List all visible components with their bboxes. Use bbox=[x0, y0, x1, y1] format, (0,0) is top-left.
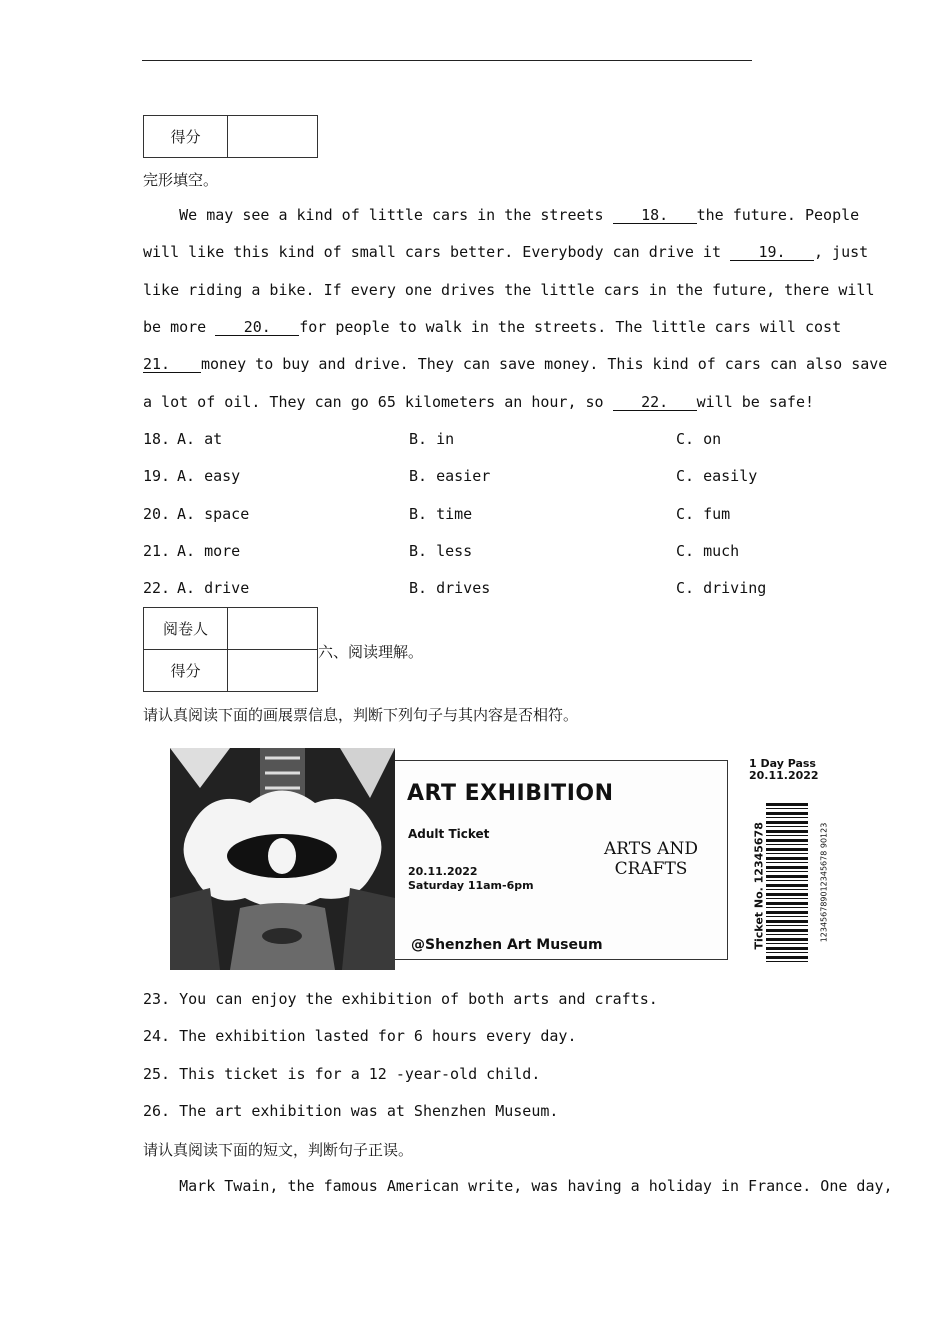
score-label: 得分 bbox=[144, 116, 228, 158]
statement-26: 26. The art exhibition was at Shenzhen Museum. bbox=[143, 1102, 559, 1120]
passage-line-5 bbox=[143, 355, 887, 373]
passage-start: Mark Twain, the famous American write, was having a holiday in France. One day, bbox=[143, 1177, 893, 1195]
passage-line-4 bbox=[143, 318, 841, 336]
ticket-date: 20.11.2022 bbox=[408, 865, 478, 878]
option-c: C. easily bbox=[676, 467, 758, 485]
reading-instruction-2: 请认真阅读下面的短文，判断句子正误。 bbox=[143, 1141, 414, 1159]
option-a: A. easy bbox=[177, 467, 241, 485]
blank-18: 18. bbox=[613, 208, 697, 224]
option-b: B. time bbox=[409, 505, 473, 523]
question-number: 21. bbox=[143, 542, 171, 560]
barcode-icon bbox=[766, 803, 808, 965]
ticket-title: ART EXHIBITION bbox=[407, 781, 614, 806]
passage-text: money to buy and drive. They can save money. This kind of cars can also save bbox=[201, 355, 888, 373]
grader-value bbox=[228, 608, 318, 650]
option-c: C. on bbox=[676, 430, 722, 448]
option-b: B. easier bbox=[409, 467, 491, 485]
option-b: B. less bbox=[409, 542, 473, 560]
score-value bbox=[228, 650, 318, 692]
blank-22: 22. bbox=[613, 395, 697, 411]
pass-label: 1 Day Pass bbox=[749, 757, 816, 770]
score-box bbox=[143, 115, 318, 158]
grader-box bbox=[143, 607, 318, 692]
ticket-location: @Shenzhen Art Museum bbox=[411, 937, 603, 953]
option-b: B. in bbox=[409, 430, 455, 448]
theme-line: ARTS AND bbox=[604, 839, 698, 859]
statement-25: 25. This ticket is for a 12 -year-old child. bbox=[143, 1065, 541, 1083]
passage-line-6 bbox=[143, 393, 814, 411]
barcode-number: 123456789012345678 90123 bbox=[819, 822, 829, 943]
passage-text: for people to walk in the streets. The little cars will cost bbox=[299, 318, 842, 336]
ticket-main-stub bbox=[395, 760, 728, 960]
score-label: 得分 bbox=[144, 650, 228, 692]
question-number: 18. bbox=[143, 430, 171, 448]
passage-line-2 bbox=[143, 243, 868, 261]
passage-line-1 bbox=[143, 206, 859, 224]
ticket-type: Adult Ticket bbox=[408, 827, 490, 841]
cloze-title: 完形填空。 bbox=[143, 171, 219, 189]
exhibition-ticket-image bbox=[170, 748, 834, 970]
blank-21: 21. bbox=[143, 357, 201, 373]
question-number: 22. bbox=[143, 579, 171, 597]
score-value bbox=[228, 116, 318, 158]
passage-text: will like this kind of small cars better. Everybody can drive it bbox=[143, 243, 730, 261]
blank-19: 19. bbox=[730, 245, 814, 261]
grader-label: 阅卷人 bbox=[144, 608, 228, 650]
passage-text: a lot of oil. They can go 65 kilometers an hour, so bbox=[143, 393, 613, 411]
option-c: C. fum bbox=[676, 505, 731, 523]
option-a: A. at bbox=[177, 430, 223, 448]
option-a: A. more bbox=[177, 542, 241, 560]
ticket-time: Saturday 11am-6pm bbox=[408, 879, 534, 892]
theme-line: CRAFTS bbox=[614, 859, 688, 879]
reading-instruction-1: 请认真阅读下面的画展票信息，判断下列句子与其内容是否相符。 bbox=[143, 706, 579, 724]
option-a: A. space bbox=[177, 505, 250, 523]
passage-line-3: like riding a bike. If every one drives the little cars in the future, there will bbox=[143, 281, 875, 299]
passage-text: be more bbox=[143, 318, 216, 336]
statement-23: 23. You can enjoy the exhibition of both arts and crafts. bbox=[143, 990, 658, 1008]
day-pass bbox=[749, 758, 819, 782]
question-number: 19. bbox=[143, 467, 171, 485]
passage-text: , just bbox=[814, 243, 869, 261]
option-b: B. drives bbox=[409, 579, 491, 597]
ticket-side-stub bbox=[744, 748, 834, 970]
ticket-artwork bbox=[170, 748, 395, 970]
question-number: 20. bbox=[143, 505, 171, 523]
option-a: A. drive bbox=[177, 579, 250, 597]
option-c: C. much bbox=[676, 542, 740, 560]
header-rule bbox=[142, 60, 752, 61]
option-c: C. driving bbox=[676, 579, 767, 597]
ticket-theme bbox=[581, 839, 721, 879]
passage-text: will be safe! bbox=[696, 393, 815, 411]
pass-date: 20.11.2022 bbox=[749, 769, 819, 782]
blank-20: 20. bbox=[215, 320, 299, 336]
passage-text: the future. People bbox=[696, 206, 860, 224]
passage-text: We may see a kind of little cars in the streets bbox=[143, 206, 613, 224]
reading-title: 六、阅读理解。 bbox=[318, 643, 424, 661]
ticket-number: Ticket No. 12345678 bbox=[752, 822, 766, 950]
eye-mask-artwork-icon bbox=[170, 748, 395, 970]
statement-24: 24. The exhibition lasted for 6 hours every day. bbox=[143, 1027, 577, 1045]
